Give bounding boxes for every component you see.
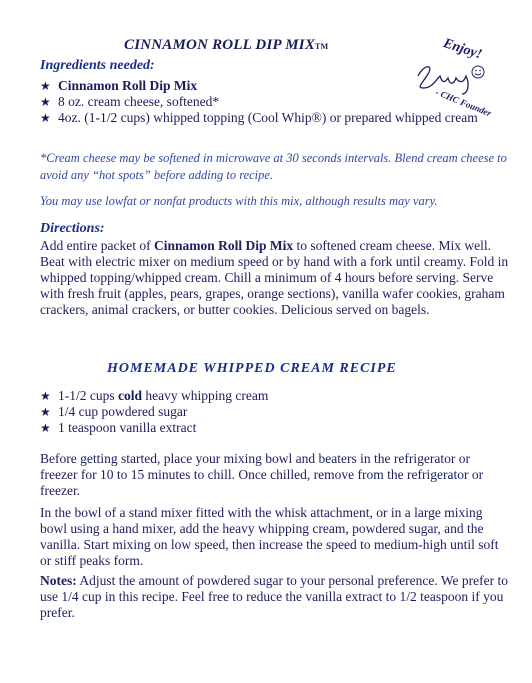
lowfat-note: You may use lowfat or nonfat products with this mix, although results may vary. [40, 194, 438, 208]
list-item: ★ Cinnamon Roll Dip Mix [40, 78, 198, 93]
whipped-ingredients-list [40, 388, 480, 436]
star-bullet-icon: ★ [40, 405, 51, 419]
star-bullet-icon: ★ [40, 389, 51, 403]
chill-step: Before getting started, place your mixing bowl and beaters in the refrigerator or freezer for 10 to 15 minutes to chill. Once chilled, remove from the refrigerator or freezer. [40, 451, 484, 498]
star-bullet-icon: ★ [40, 421, 51, 435]
whipped-cream-title: HOMEMADE WHIPPED CREAM RECIPE [107, 361, 397, 376]
star-bullet-icon: ★ [40, 79, 51, 93]
ingredients-heading: Ingredients needed: [40, 58, 155, 73]
mixing-step: In the bowl of a stand mixer fitted with the whisk attachment, or in a large mixing bowl using a hand mixer, add the heavy whipping cream, powdered sugar, and the vanilla. Start mixing on low speed, then increase the speed to medium-high until soft or stiff peaks form. [40, 505, 499, 568]
star-bullet-icon: ★ [40, 111, 51, 125]
recipe-notes: Notes: Adjust the amount of powdered sugar to your personal preference. We prefer to use 1/4 cup in this recipe. Feel free to reduce the vanilla extract to 1/2 teaspoon if you prefer. [40, 573, 509, 620]
directions-heading: Directions: [40, 221, 105, 236]
softening-note: *Cream cheese may be softened in microwave at 30 seconds intervals. Blend cream cheese to avoid any “hot spots” before adding to recipe. [40, 151, 507, 182]
list-item: ★ 1 teaspoon vanilla extract [40, 420, 197, 435]
list-item: ★ 1/4 cup powdered sugar [40, 404, 188, 419]
list-item: ★ 4oz. (1-1/2 cups) whipped topping (Cool Whip®) or prepared whipped cream [40, 110, 478, 125]
trademark-mark: TM [315, 42, 329, 51]
recipe-title [124, 37, 328, 54]
directions-text: Add entire packet of Cinnamon Roll Dip Mix to softened cream cheese. Mix well. Beat with electric mixer on medium speed or by hand with a fork until creamy. Fold in whipped topping/whipped cream. Chill a minimum of 4 hours before serving. Serve with fresh fruit (apples, pears, grapes, orange sections), vanilla wafer cookies, graham crackers, animal crackers, or butter cookies. Delicious served on bagels. [40, 238, 509, 317]
star-bullet-icon: ★ [40, 95, 51, 109]
notes-label: Notes: [40, 573, 77, 588]
founder-caption: - CHC Founder [434, 87, 493, 119]
recipe-title-text: CINNAMON ROLL DIP MIX [124, 37, 316, 53]
list-item: ★ 1-1/2 cups cold heavy whipping cream [40, 388, 269, 403]
enjoy-text: Enjoy! [441, 36, 484, 63]
ingredients-list [40, 78, 480, 126]
list-item: ★ 8 oz. cream cheese, softened* [40, 94, 220, 109]
